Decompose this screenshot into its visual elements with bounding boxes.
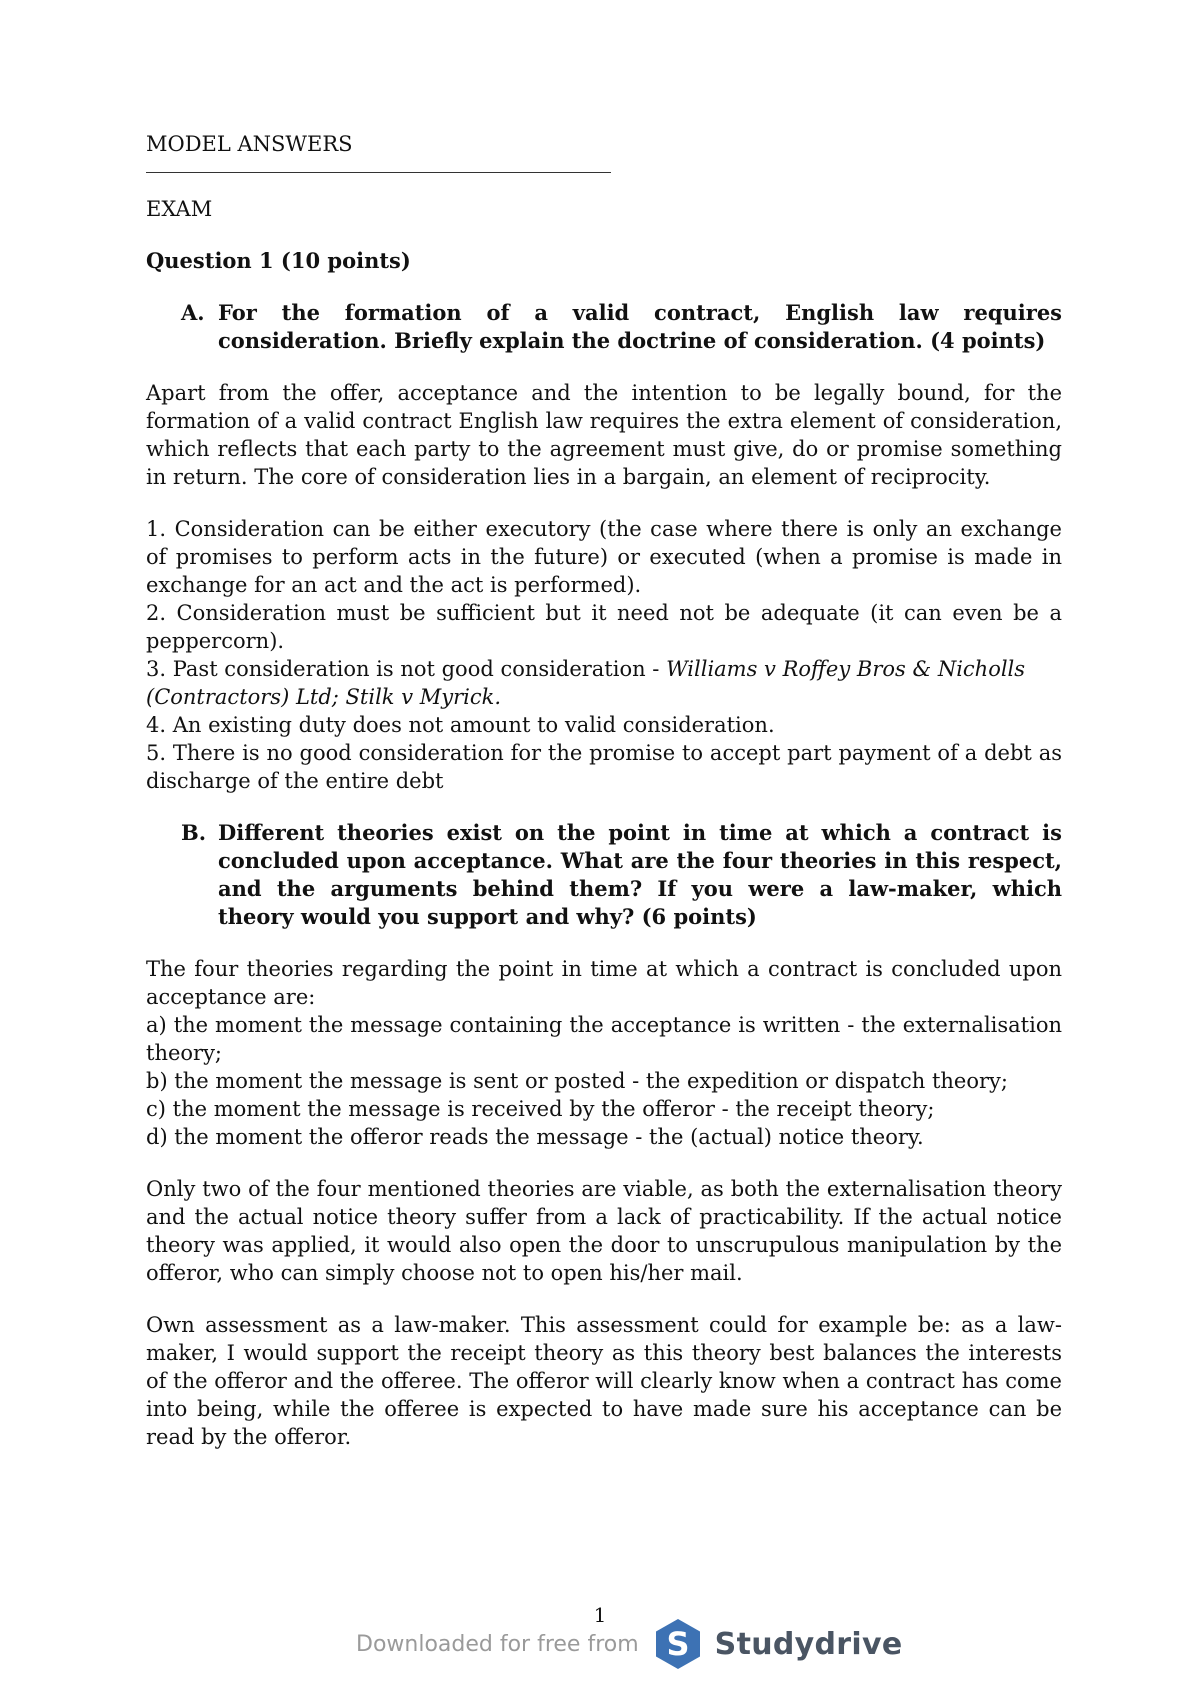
part-b-text: Different theories exist on the point in time at which a contract is concluded upon acceptance. What are the four theories in this respect, and the arguments behind them? If you were a law-maker, which theory would you support and why? (6 points): [218, 820, 1062, 929]
point-1: 1. Consideration can be either executory (the case where there is only an exchange of promises to perform acts in the future) or executed (when a promise is made in exchange for an act and the act is performed).: [146, 517, 1062, 597]
studydrive-brand-name: Studydrive: [714, 1626, 903, 1662]
part-a-text: For the formation of a valid contract, English law requires consideration. Briefly explain the doctrine of consideration. (4 points): [218, 300, 1062, 353]
theory-d: d) the moment the offeror reads the message - the (actual) notice theory.: [146, 1125, 924, 1149]
exam-heading: EXAM: [146, 197, 213, 221]
page-number: 1: [593, 1603, 607, 1627]
theory-b: b) the moment the message is sent or posted - the expedition or dispatch theory;: [146, 1069, 1008, 1093]
point-3: [146, 655, 1062, 711]
point-3-text: 3. Past consideration is not good consideration -: [146, 657, 667, 681]
part-b-label: B.: [181, 820, 207, 845]
point-4: 4. An existing duty does not amount to valid consideration.: [146, 713, 775, 737]
studydrive-banner[interactable]: [356, 1615, 902, 1673]
theories-intro: The four theories regarding the point in time at which a contract is concluded upon acceptance are:: [146, 957, 1062, 1009]
theory-a: a) the moment the message containing the acceptance is written - the externalisation theory;: [146, 1013, 1062, 1065]
assessment-paragraph: Own assessment as a law-maker. This assessment could for example be: as a law-maker, I would support the receipt theory as this theory best balances the interests of the offeror and the offeree. The offeror will clearly know when a contract has come into being, while the offeree is expected to have made sure his acceptance can be read by the offeror.: [146, 1313, 1062, 1449]
part-a-label: A.: [181, 300, 205, 325]
point-3-cases: Williams v Roffey Bros & Nicholls (Contractors) Ltd; Stilk v Myrick.: [146, 657, 1026, 709]
studydrive-logo-icon: [651, 1617, 705, 1671]
question-1-heading: Question 1 (10 points): [146, 248, 411, 273]
viable-theories-paragraph: Only two of the four mentioned theories are viable, as both the externalisation theory and the actual notice theory suffer from a lack of practicability. If the actual notice theory was applied, it would also open the door to unscrupulous manipulation by the offeror, who can simply choose not to open his/her mail.: [146, 1177, 1062, 1285]
intro-paragraph: Apart from the offer, acceptance and the intention to be legally bound, for the formation of a valid contract English law requires the extra element of consideration, which reflects that each party to the agreement must give, do or promise something in return. The core of consideration lies in a bargain, an element of reciprocity.: [146, 381, 1062, 489]
point-5: 5. There is no good consideration for the promise to accept part payment of a debt as discharge of the entire debt: [146, 741, 1062, 793]
point-2: 2. Consideration must be sufficient but it need not be adequate (it can even be a peppercorn).: [146, 601, 1062, 653]
logo-letter: S: [666, 1625, 690, 1663]
theory-c: c) the moment the message is received by the offeror - the receipt theory;: [146, 1097, 935, 1121]
document-title: MODEL ANSWERS: [146, 132, 353, 156]
document-body: [146, 130, 1062, 1451]
downloaded-from-text: Downloaded for free from: [356, 1631, 639, 1657]
question-part-b: [146, 819, 1062, 931]
question-part-a: [146, 299, 1062, 355]
